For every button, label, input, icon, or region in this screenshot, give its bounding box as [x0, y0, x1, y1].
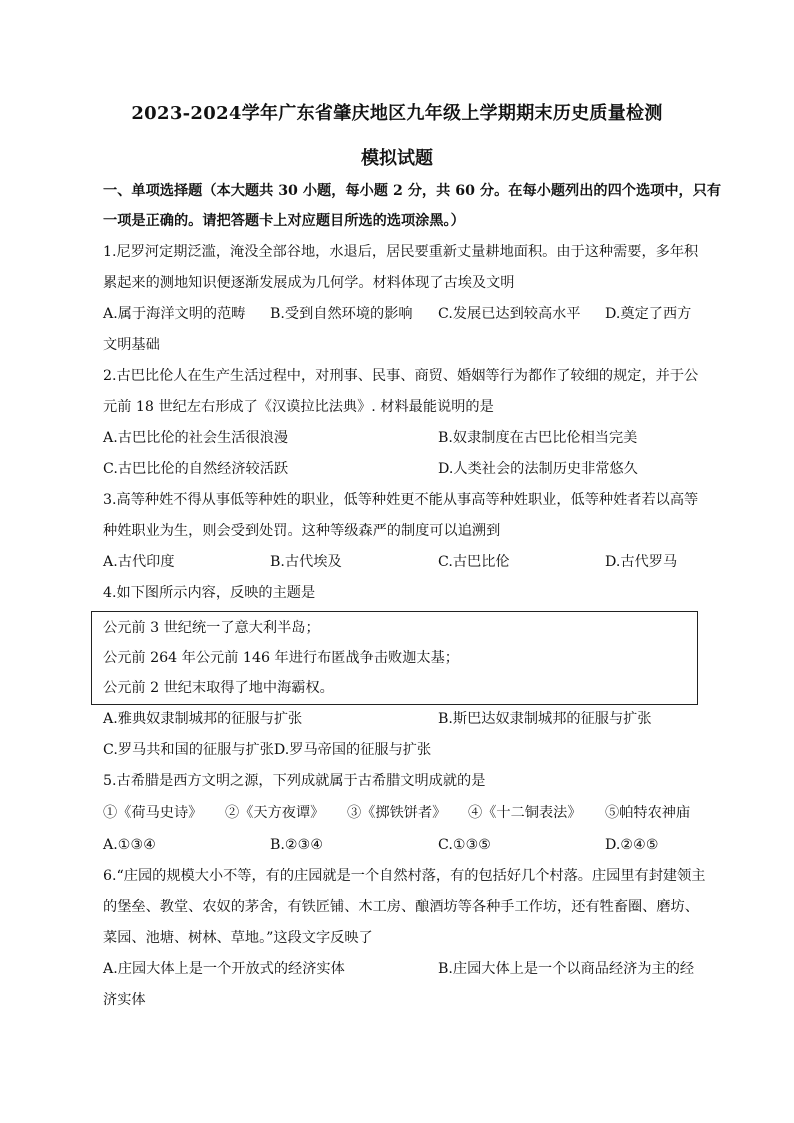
q3-option-d: D.古代罗马: [605, 554, 678, 570]
q4-material-line-3: 公元前 2 世纪末取得了地中海霸权。: [103, 680, 334, 696]
q1-option-c: C.发展已达到较高水平: [438, 306, 581, 322]
q1-option-d-continued: 文明基础: [103, 337, 160, 353]
q3-stem-line-2: 种姓职业为生，则会受到处罚。这种等级森严的制度可以追溯到: [103, 523, 501, 539]
q3-option-c: C.古巴比伦: [438, 554, 510, 570]
q5-item-4: ④《十二铜表法》: [468, 805, 582, 821]
q4-material-line-1: 公元前 3 世纪统一了意大利半岛；: [103, 620, 320, 636]
q1-stem-line-2: 累起来的测地知识便逐渐发展成为几何学。材料体现了古埃及文明: [103, 275, 515, 291]
q4-option-cd: C.罗马共和国的征服与扩张D.罗马帝国的征服与扩张: [103, 742, 432, 758]
q5-stem: 5.古希腊是西方文明之源，下列成就属于古希腊文明成就的是: [103, 773, 486, 789]
q6-option-b: B.庄园大体上是一个以商品经济为主的经: [438, 961, 695, 977]
q1-option-b: B.受到自然环境的影响: [270, 306, 413, 322]
q5-item-2: ②《天方夜谭》: [225, 805, 325, 821]
exam-title: 2023-2024学年广东省肇庆地区九年级上学期期末历史质量检测: [131, 103, 663, 124]
q2-option-d: D.人类社会的法制历史非常悠久: [438, 461, 638, 477]
q2-option-a: A.古巴比伦的社会生活很浪漫: [103, 430, 289, 446]
q4-option-a: A.雅典奴隶制城邦的征服与扩张: [103, 711, 303, 727]
q3-option-b: B.古代埃及: [270, 554, 342, 570]
q6-stem-line-2: 的堡垒、教堂、农奴的茅舍，有铁匠铺、木工房、酿酒坊等各种手工作坊，还有牲畜圈、磨坊、: [103, 899, 699, 915]
q4-material-line-2: 公元前 264 年公元前 146 年进行布匿战争击败迦太基；: [103, 650, 459, 666]
exam-subtitle: 模拟试题: [361, 148, 433, 169]
q5-option-d: D.②④⑤: [605, 837, 659, 853]
q2-option-c: C.古巴比伦的自然经济较活跃: [103, 461, 289, 477]
q3-stem-line-1: 3.高等种姓不得从事低等种姓的职业，低等种姓更不能从事高等种姓职业，低等种姓者若以高等: [103, 492, 699, 508]
q2-stem-line-1: 2.古巴比伦人在生产生活过程中，对刑事、民事、商贸、婚姻等行为都作了较细的规定，并于公: [103, 368, 699, 384]
q6-stem-line-3: 菜园、池塘、树林、草地。”这段文字反映了: [103, 930, 373, 946]
q5-item-3: ③《掷铁饼者》: [347, 805, 447, 821]
q5-item-1: ①《荷马史诗》: [103, 805, 203, 821]
q4-material-box: [91, 611, 698, 705]
q5-option-b: B.②③④: [270, 837, 324, 853]
q4-option-b: B.斯巴达奴隶制城邦的征服与扩张: [438, 711, 652, 727]
q1-stem-line-1: 1.尼罗河定期泛滥，淹没全部谷地，水退后，居民要重新丈量耕地面积。由于这种需要，多年积: [103, 244, 699, 260]
section-instruction-line-2: 一项是正确的。请把答题卡上对应题目所选的选项涂黑。）: [103, 213, 465, 229]
q1-option-d: D.奠定了西方: [605, 306, 692, 322]
q1-option-a: A.属于海洋文明的范畴: [103, 306, 246, 322]
q5-option-c: C.①③⑤: [438, 837, 492, 853]
q6-stem-line-1: 6.“庄园的规模大小不等，有的庄园就是一个自然村落，有的包括好几个村落。庄园里有封建领主: [103, 868, 706, 884]
q2-option-b: B.奴隶制度在古巴比伦相当完美: [438, 430, 638, 446]
q5-option-a: A.①③④: [103, 837, 156, 853]
section-instruction-line-1: 一、单项选择题（本大题共 30 小题，每小题 2 分，共 60 分。在每小题列出的四个选项中，只有: [103, 183, 722, 199]
q6-option-a: A.庄园大体上是一个开放式的经济实体: [103, 961, 345, 977]
q2-stem-line-2: 元前 18 世纪左右形成了《汉谟拉比法典》. 材料最能说明的是: [103, 399, 494, 415]
q6-option-b-continued: 济实体: [103, 992, 146, 1008]
q5-item-5: ⑤帕特农神庙: [605, 805, 691, 821]
q3-option-a: A.古代印度: [103, 554, 175, 570]
q4-stem: 4.如下图所示内容，反映的主题是: [103, 585, 316, 601]
